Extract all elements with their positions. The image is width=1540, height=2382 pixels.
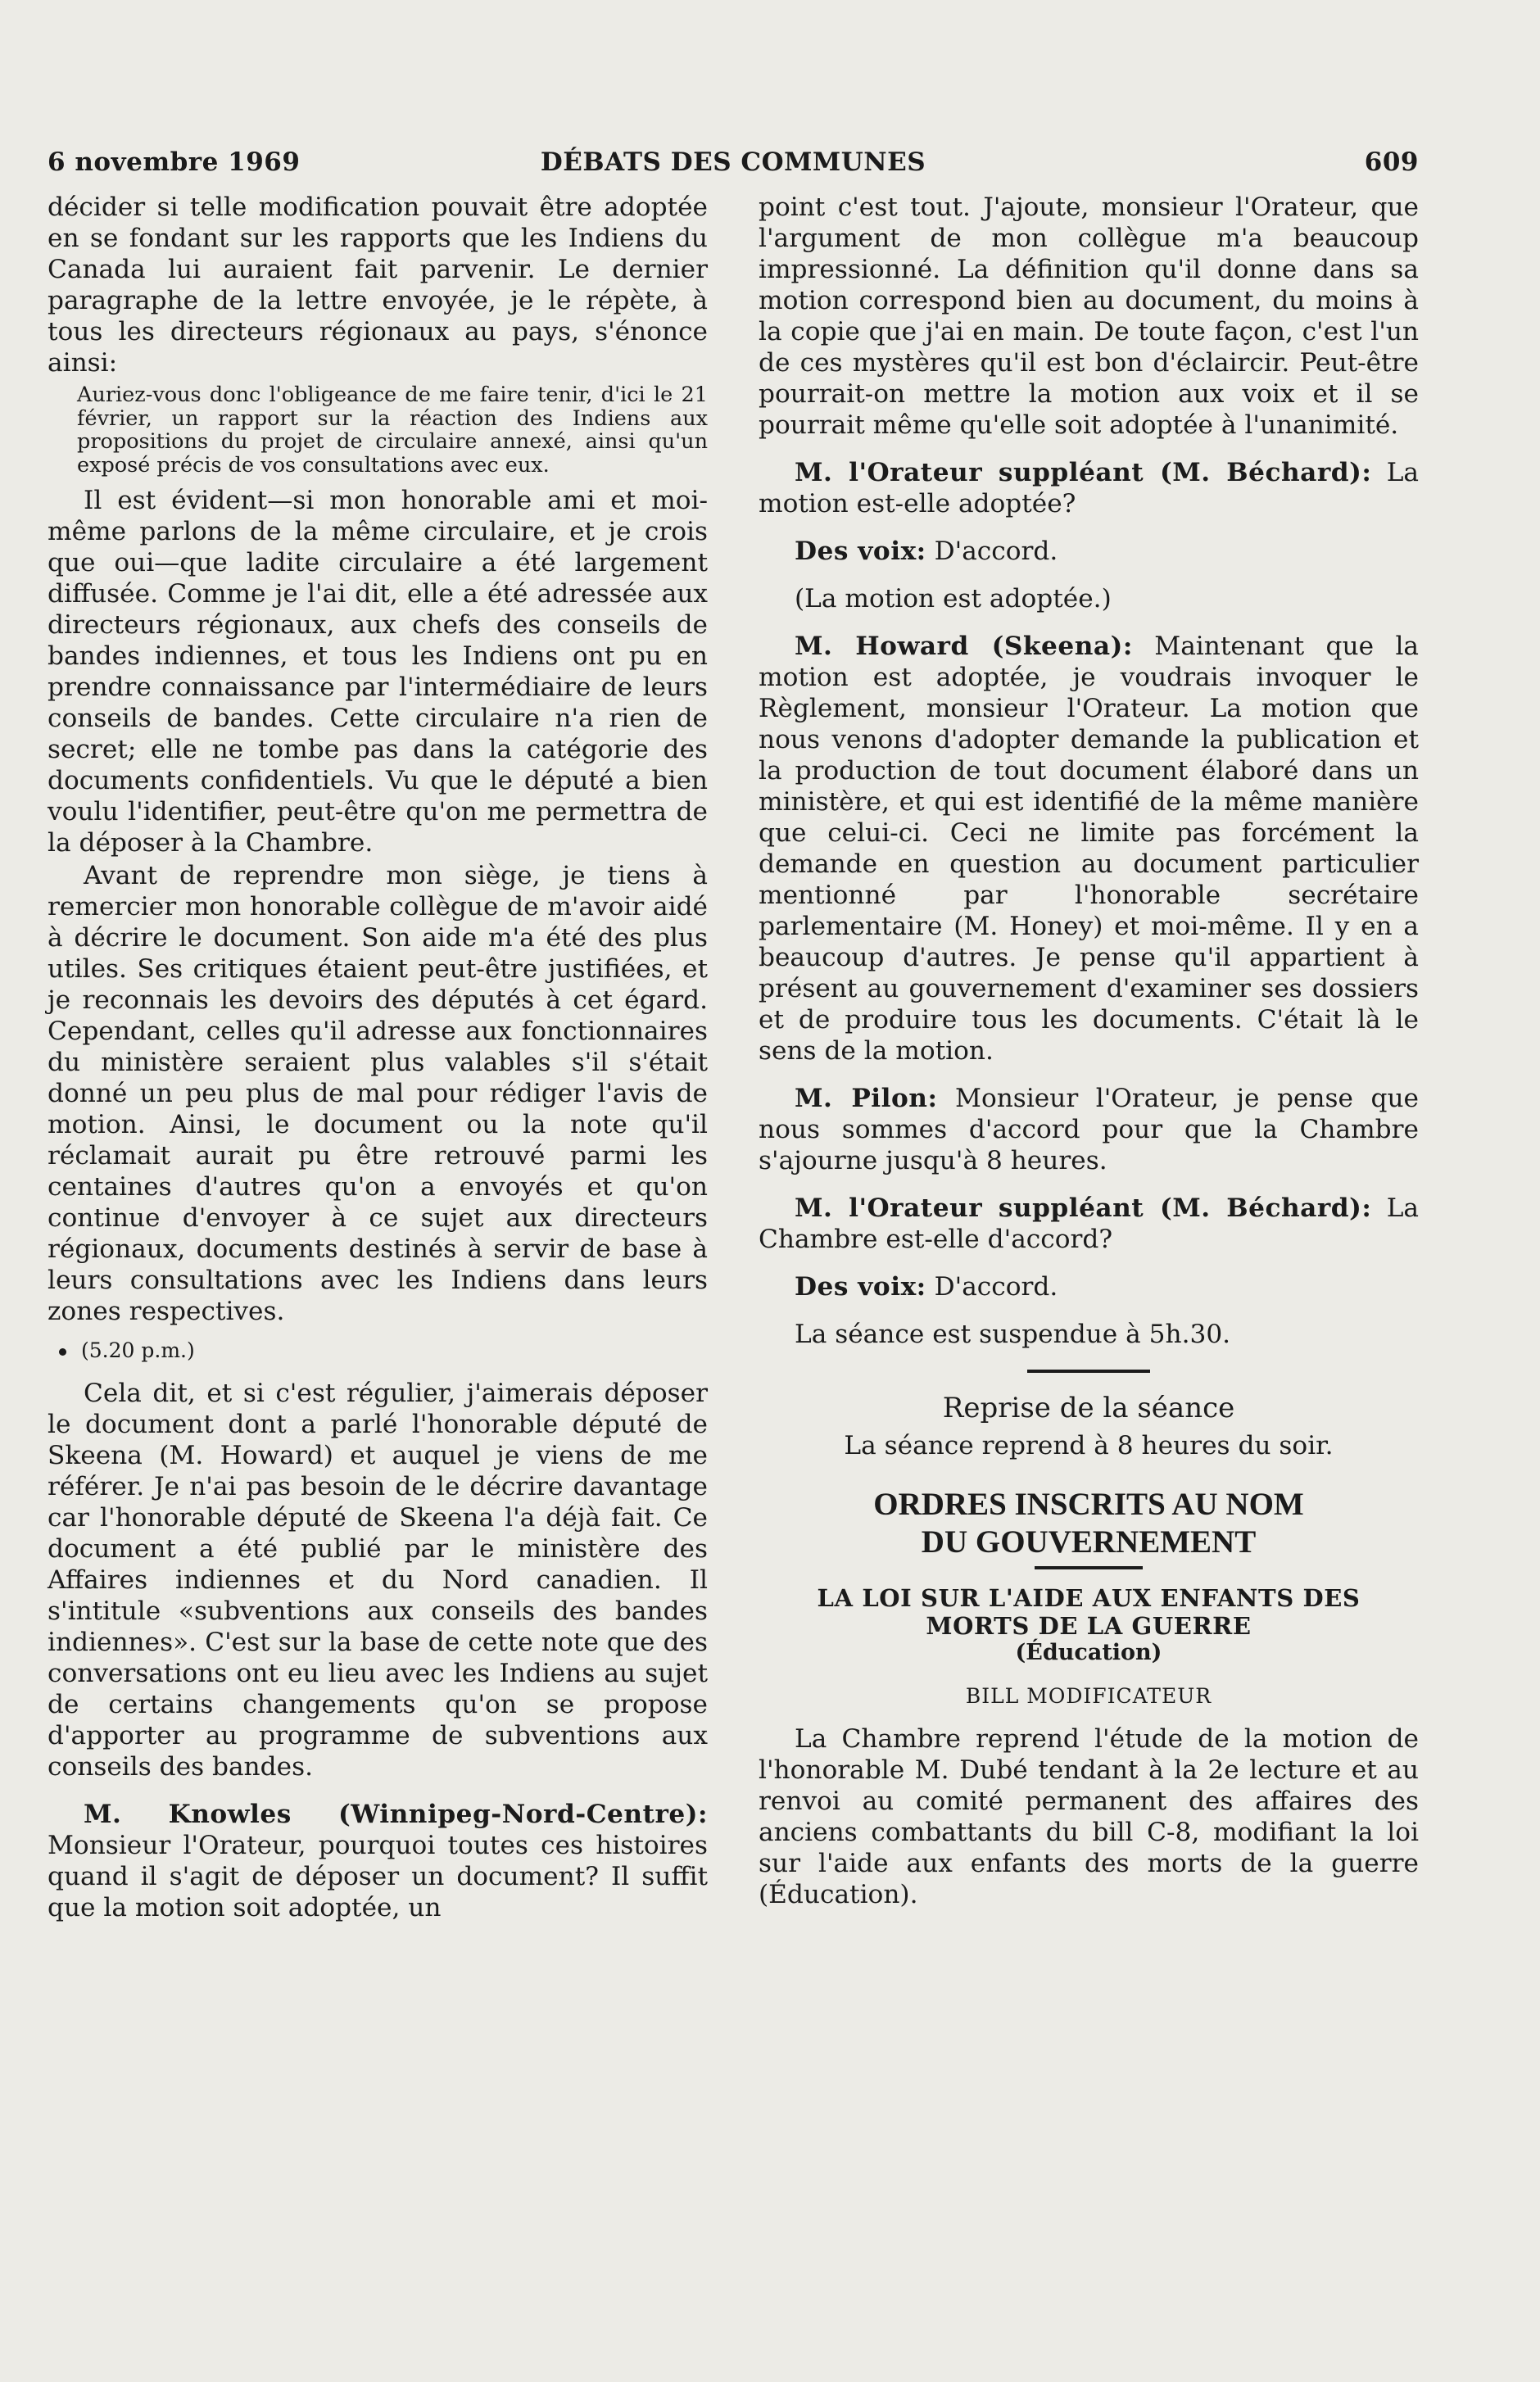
orders-heading-line: ORDRES INSCRITS AU NOM [873,1487,1304,1522]
orders-heading [759,1486,1419,1561]
orders-heading-line: DU GOUVERNEMENT [921,1524,1257,1560]
speech [759,536,1419,567]
speech-text: Maintenant que la motion est adoptée, je voudrais invoquer le Règlement, monsieur l'Orateur. La motion que nous venons d'adopter demande la publication et la production de tout document élaboré dans un ministère, et qui est identifié de la même manière que celui-ci. Ceci ne limite pas forcément la demande en question au document particulier mentionné par l'honorable secrétaire parlementaire (M. Honey) et moi-même. Il y en a beaucoup d'autres. Je pense qu'il appartient à présent au gouvernement d'examiner ses dossiers et de produire tous les documents. C'était là le sens de la motion. [759,632,1420,1066]
left-column [48,192,708,1923]
speech-text: D'accord. [934,1272,1058,1302]
speaker-name: Des voix: [795,537,926,566]
header-title: DÉBATS DES COMMUNES [540,147,926,177]
section-divider [1027,1370,1150,1373]
header-page-number: 609 [1364,147,1419,177]
paragraph: Cela dit, et si c'est régulier, j'aimerais déposer le document dont a parlé l'honorable député de Skeena (M. Howard) et auquel je viens de me référer. Je n'ai pas besoin de le décrire davantage car l'honorable député de Skeena l'a déjà fait. Ce document a été publié par le ministère des Affaires indiennes et du Nord canadien. Il s'intitule «subventions aux conseils des bandes indiennes». C'est sur la base de cette note que des conversations ont eu lieu avec les Indiens au sujet de certains changements qu'on se propose d'apporter au programme de subventions aux conseils des bandes. [48,1379,708,1782]
speaker-name: M. Howard (Skeena): [795,632,1133,661]
header-date: 6 novembre 1969 [48,147,301,177]
speech [759,1083,1419,1176]
speaker-name: Des voix: [795,1272,926,1302]
speaker-name: M. l'Orateur suppléant (M. Béchard): [795,1193,1372,1223]
paragraph: La Chambre reprend l'étude de la motion de l'honorable M. Dubé tendant à la 2e lecture et au renvoi au comité permanent des affaires des anciens combattants du bill C-8, modifiant la loi sur l'aide aux enfants des morts de la guerre (Éducation). [759,1724,1419,1909]
paragraph: point c'est tout. J'ajoute, monsieur l'Orateur, que l'argument de mon collègue m'a beaucoup impressionné. La définition qu'il donne dans sa motion correspond bien au document, du moins à la copie que j'ai en main. De toute façon, c'est l'un de ces mystères qu'il est bon d'éclaircir. Peut-être pourrait-on mettre la motion aux voix et il se pourrait même qu'elle soit adoptée à l'unanimité. [759,192,1419,440]
bill-heading-line: MORTS DE LA GUERRE [926,1612,1252,1640]
speech [48,1799,708,1923]
bill-type-label: BILL MODIFICATEUR [965,1684,1212,1708]
paragraph: Avant de reprendre mon siège, je tiens à remercier mon honorable collègue de m'avoir aidé à décrire le document. Son aide m'a été des plus utiles. Ses critiques étaient peut-être justifiées, et je reconnais les devoirs des députés à cet égard. Cependant, celles qu'il adresse aux fonctionnaires du ministère seraient plus valables s'il s'était donné un peu plus de mal pour rédiger l'avis de motion. Ainsi, le document ou la note qu'il réclamait aurait pu être retrouvé parmi les centaines d'autres qu'on a envoyés et qu'on continue d'envoyer à ce sujet aux directeurs régionaux, documents destinés à servir de base à leurs consultations avec les Indiens dans leurs zones respectives. [48,861,708,1326]
speech-text: Monsieur l'Orateur, pourquoi toutes ces histoires quand il s'agit de déposer un document? Il suffit que la motion soit adoptée, un [48,1831,708,1922]
speaker-name: M. Knowles (Winnipeg-Nord-Centre): [84,1800,708,1829]
speech-text: D'accord. [934,537,1058,566]
heading-underline [1035,1566,1143,1569]
speech-text: La Chambre est-elle d'accord? [759,1193,1419,1254]
speech [759,1193,1419,1255]
bill-subheading: (Éducation) [1015,1640,1162,1665]
speech [759,457,1419,519]
two-columns [48,192,1419,1923]
speaker-name: M. Pilon: [795,1084,938,1113]
paragraph: Il est évident—si mon honorable ami et moi-même parlons de la même circulaire, et je crois que oui—que ladite circulaire a été largement diffusée. Comme je l'ai dit, elle a été adressée aux directeurs régionaux, aux chefs des conseils de bandes indiennes, et tous les Indiens ont pu en prendre connaissance par l'intermédiaire de leurs conseils de bandes. Cette circulaire n'a rien de secret; elle ne tombe pas dans la catégorie des documents confidentiels. Vu que le député a bien voulu l'identifier, peut-être qu'on me permettra de la déposer à la Chambre. [48,486,708,858]
procedural-note: La séance est suspendue à 5h.30. [795,1320,1231,1349]
paragraph: décider si telle modification pouvait être adoptée en se fondant sur les rapports que les Indiens du Canada lui auraient fait parvenir. Le dernier paragraphe de la lettre envoyée, je le répète, à tous les directeurs régionaux au pays, s'énonce ainsi: [48,192,708,378]
block-quote: Auriez-vous donc l'obligeance de me faire tenir, d'ici le 21 février, un rapport sur la réaction des Indiens aux propositions du projet de circulaire annexé, ainsi qu'un exposé précis de vos consultations avec eux. [77,383,708,478]
bill-heading-line: LA LOI SUR L'AIDE AUX ENFANTS DES [817,1584,1361,1612]
time-stamp-text: (5.20 p.m.) [81,1338,195,1362]
speech-text: Monsieur l'Orateur, je pense que nous sommes d'accord pour que la Chambre s'ajourne jusqu'à 8 heures. [759,1084,1420,1175]
speech-text: La motion est-elle adoptée? [759,458,1419,519]
speaker-name: M. l'Orateur suppléant (M. Béchard): [795,458,1372,487]
procedural-note: (La motion est adoptée.) [795,584,1112,614]
page-header [48,147,1419,188]
time-stamp [59,1335,708,1366]
right-column [759,192,1419,1923]
section-heading: Reprise de la séance [942,1392,1235,1424]
bullet-icon [59,1348,66,1356]
speech [759,1271,1419,1302]
speech [759,631,1419,1066]
procedural-note: La séance reprend à 8 heures du soir. [844,1431,1334,1460]
